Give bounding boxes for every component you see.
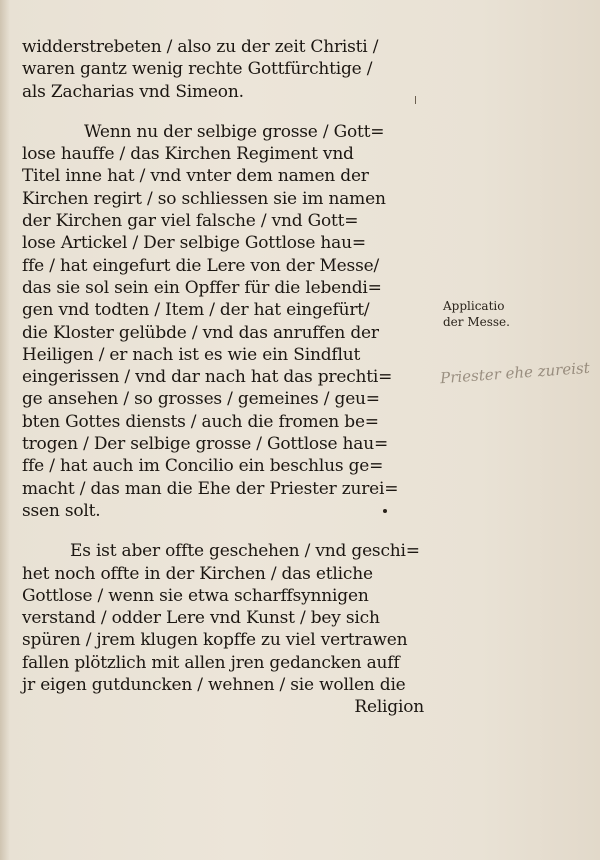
- text-line: Es ist aber offte geschehen / vnd geschi=: [70, 541, 420, 562]
- text-line: jr eigen gutduncken / wehnen / sie wollen die: [22, 675, 406, 696]
- text-line: het noch offte in der Kirchen / das etliche: [22, 563, 373, 584]
- text-line: Heiligen / er nach ist es wie ein Sindflut: [22, 344, 361, 365]
- handwritten-annotation: Priester ehe zureist: [439, 358, 591, 388]
- text-line: verstand / odder Lere vnd Kunst / bey sich: [22, 608, 380, 629]
- text-line: gen vnd todten / Item / der hat eingefürt/: [22, 300, 370, 321]
- text-line: Titel inne hat / vnd vnter dem namen der: [22, 166, 369, 187]
- text-line: die Kloster gelübde / vnd das anruffen der: [22, 322, 379, 343]
- ink-dot: [383, 509, 387, 513]
- text-line: ge ansehen / so grosses / gemeines / geu=: [22, 389, 380, 410]
- text-line: widderstrebeten / also zu der zeit Christi /: [22, 37, 379, 57]
- margin-note-line: Applicatio: [443, 299, 505, 313]
- paragraph-2: [22, 121, 432, 522]
- text-line: lose Artickel / Der selbige Gottlose hau=: [22, 233, 366, 254]
- text-line: Wenn nu der selbige grosse / Gott=: [84, 121, 385, 142]
- text-line: ssen solt.: [22, 500, 101, 521]
- text-line: bten Gottes diensts / auch die fromen be=: [22, 411, 379, 432]
- text-line: eingerissen / vnd dar nach hat das prechti=: [22, 367, 393, 388]
- margin-note-line: der Messe.: [443, 315, 510, 329]
- text-line: das sie sol sein ein Opffer für die lebendi=: [22, 277, 382, 298]
- text-line: macht / das man die Ehe der Priester zurei=: [22, 478, 399, 499]
- text-line: lose hauffe / das Kirchen Regiment vnd: [22, 144, 354, 165]
- text-line: ffe / hat auch im Concilio ein beschlus ge=: [22, 456, 384, 477]
- text-line: fallen plötzlich mit allen jren gedancken auff: [22, 652, 400, 673]
- text-line: spüren / jrem klugen kopffe zu viel vertrawen: [22, 630, 408, 651]
- paragraph-1: [22, 36, 432, 103]
- paragraph-3: [22, 540, 432, 718]
- text-line: ffe / hat eingefurt die Lere von der Messe/: [22, 255, 379, 276]
- text-line: waren gantz wenig rechte Gottfürchtige /: [22, 59, 373, 80]
- text-line: Gottlose / wenn sie etwa scharffsynnigen: [22, 585, 369, 606]
- text-line: Kirchen regirt / so schliessen sie im namen: [22, 188, 386, 209]
- text-line: der Kirchen gar viel falsche / vnd Gott=: [22, 211, 359, 232]
- main-text-block: [22, 36, 432, 719]
- text-line: trogen / Der selbige grosse / Gottlose hau=: [22, 434, 389, 455]
- catchword: Religion: [354, 697, 424, 718]
- margin-note: [443, 298, 533, 330]
- text-line: als Zacharias vnd Simeon.: [22, 81, 244, 102]
- page-gutter-shadow: [0, 0, 10, 860]
